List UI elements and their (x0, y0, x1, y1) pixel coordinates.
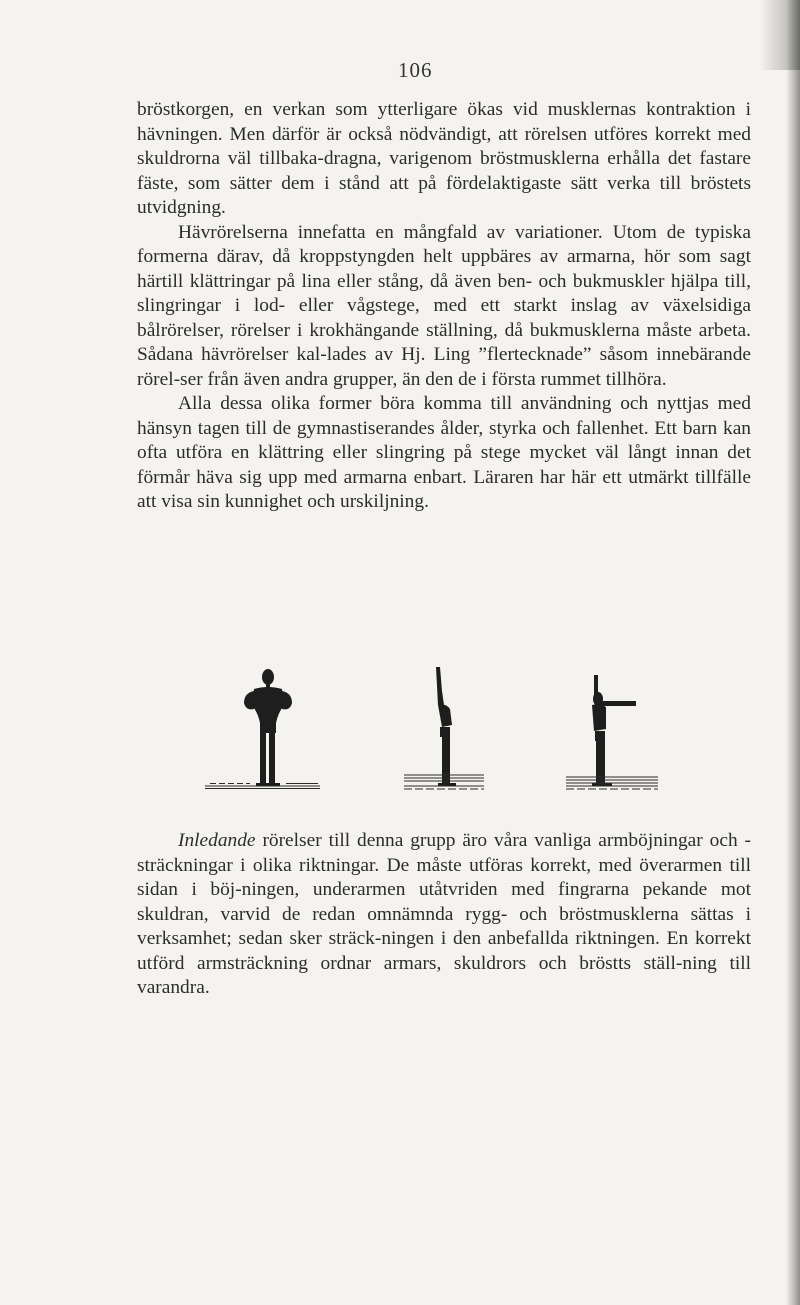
text-block-top (137, 98, 751, 515)
figure-arm-upward (390, 665, 490, 790)
page-number: 106 (398, 58, 433, 82)
paragraph-2: Hävrörelserna innefatta en mångfald av variationer. Utom de typiska formerna därav, då kroppstyngden helt uppbäres av armarna, hör som sagt härtill klättringar på lina eller stång, då även ben- och bukmuskler hjälpa till, slingringar i lod- eller vågstege, med ett starkt inslag av växelsidiga bålrörelser, rörelser i krokhängande ställning, då bukmusklerna måste arbeta. Sådana hävrörelser kal-lades av Hj. Ling ”flertecknade” såsom innebärande rörel-ser från även andra grupper, än den de i första rummet tillhöra. (137, 221, 751, 390)
paragraph-4 (137, 829, 751, 1001)
exercise-figures (190, 665, 730, 815)
page-edge-shadow (786, 0, 800, 1305)
figure-arm-sideways (562, 665, 692, 790)
paragraph-3: Alla dessa olika former böra komma till användning och nyttjas med hänsyn tagen till de gymnastiserandes ålder, styrka och fallenhet. Ett barn kan ofta utföra en klättring eller slingring på stege mycket väl långt innan det förmår häva sig upp med armarna enbart. Läraren har här ett utmärkt tillfälle att visa sin kunnighet och urskiljning. (137, 393, 751, 512)
page-corner-shadow (760, 0, 800, 70)
paragraph-1: bröstkorgen, en verkan som ytterligare ökas vid musklernas kontraktion i hävningen. Men därför är också nödvändigt, att rörelsen utföres korrekt med skuldrorna väl tillbaka-dragna, varigenom bröstmusklerna erhålla det fastare fäste, som sätter dem i stånd att på fördelaktigaste sätt verka till bröstets utvidgning. (137, 99, 751, 218)
text-block-bottom (137, 829, 751, 1001)
figure-arms-bent (200, 665, 320, 790)
paragraph-4-text: rörelser till denna grupp äro våra vanliga armböjningar och -sträckningar i olika riktningar. De måste utföras korrekt, med överarmen till sidan i böj-ningen, underarmen utåtvriden med fingrarna pekande mot skuldran, varvid de redan omnämnda rygg- och bröstmusklerna sättas i verksamhet; sedan sker sträck-ningen i den anbefallda riktningen. En korrekt utförd armsträckning ordnar armars, skuldrors och bröstts ställ-ning till varandra. (137, 830, 751, 998)
emphasized-term: Inledande (178, 830, 256, 851)
